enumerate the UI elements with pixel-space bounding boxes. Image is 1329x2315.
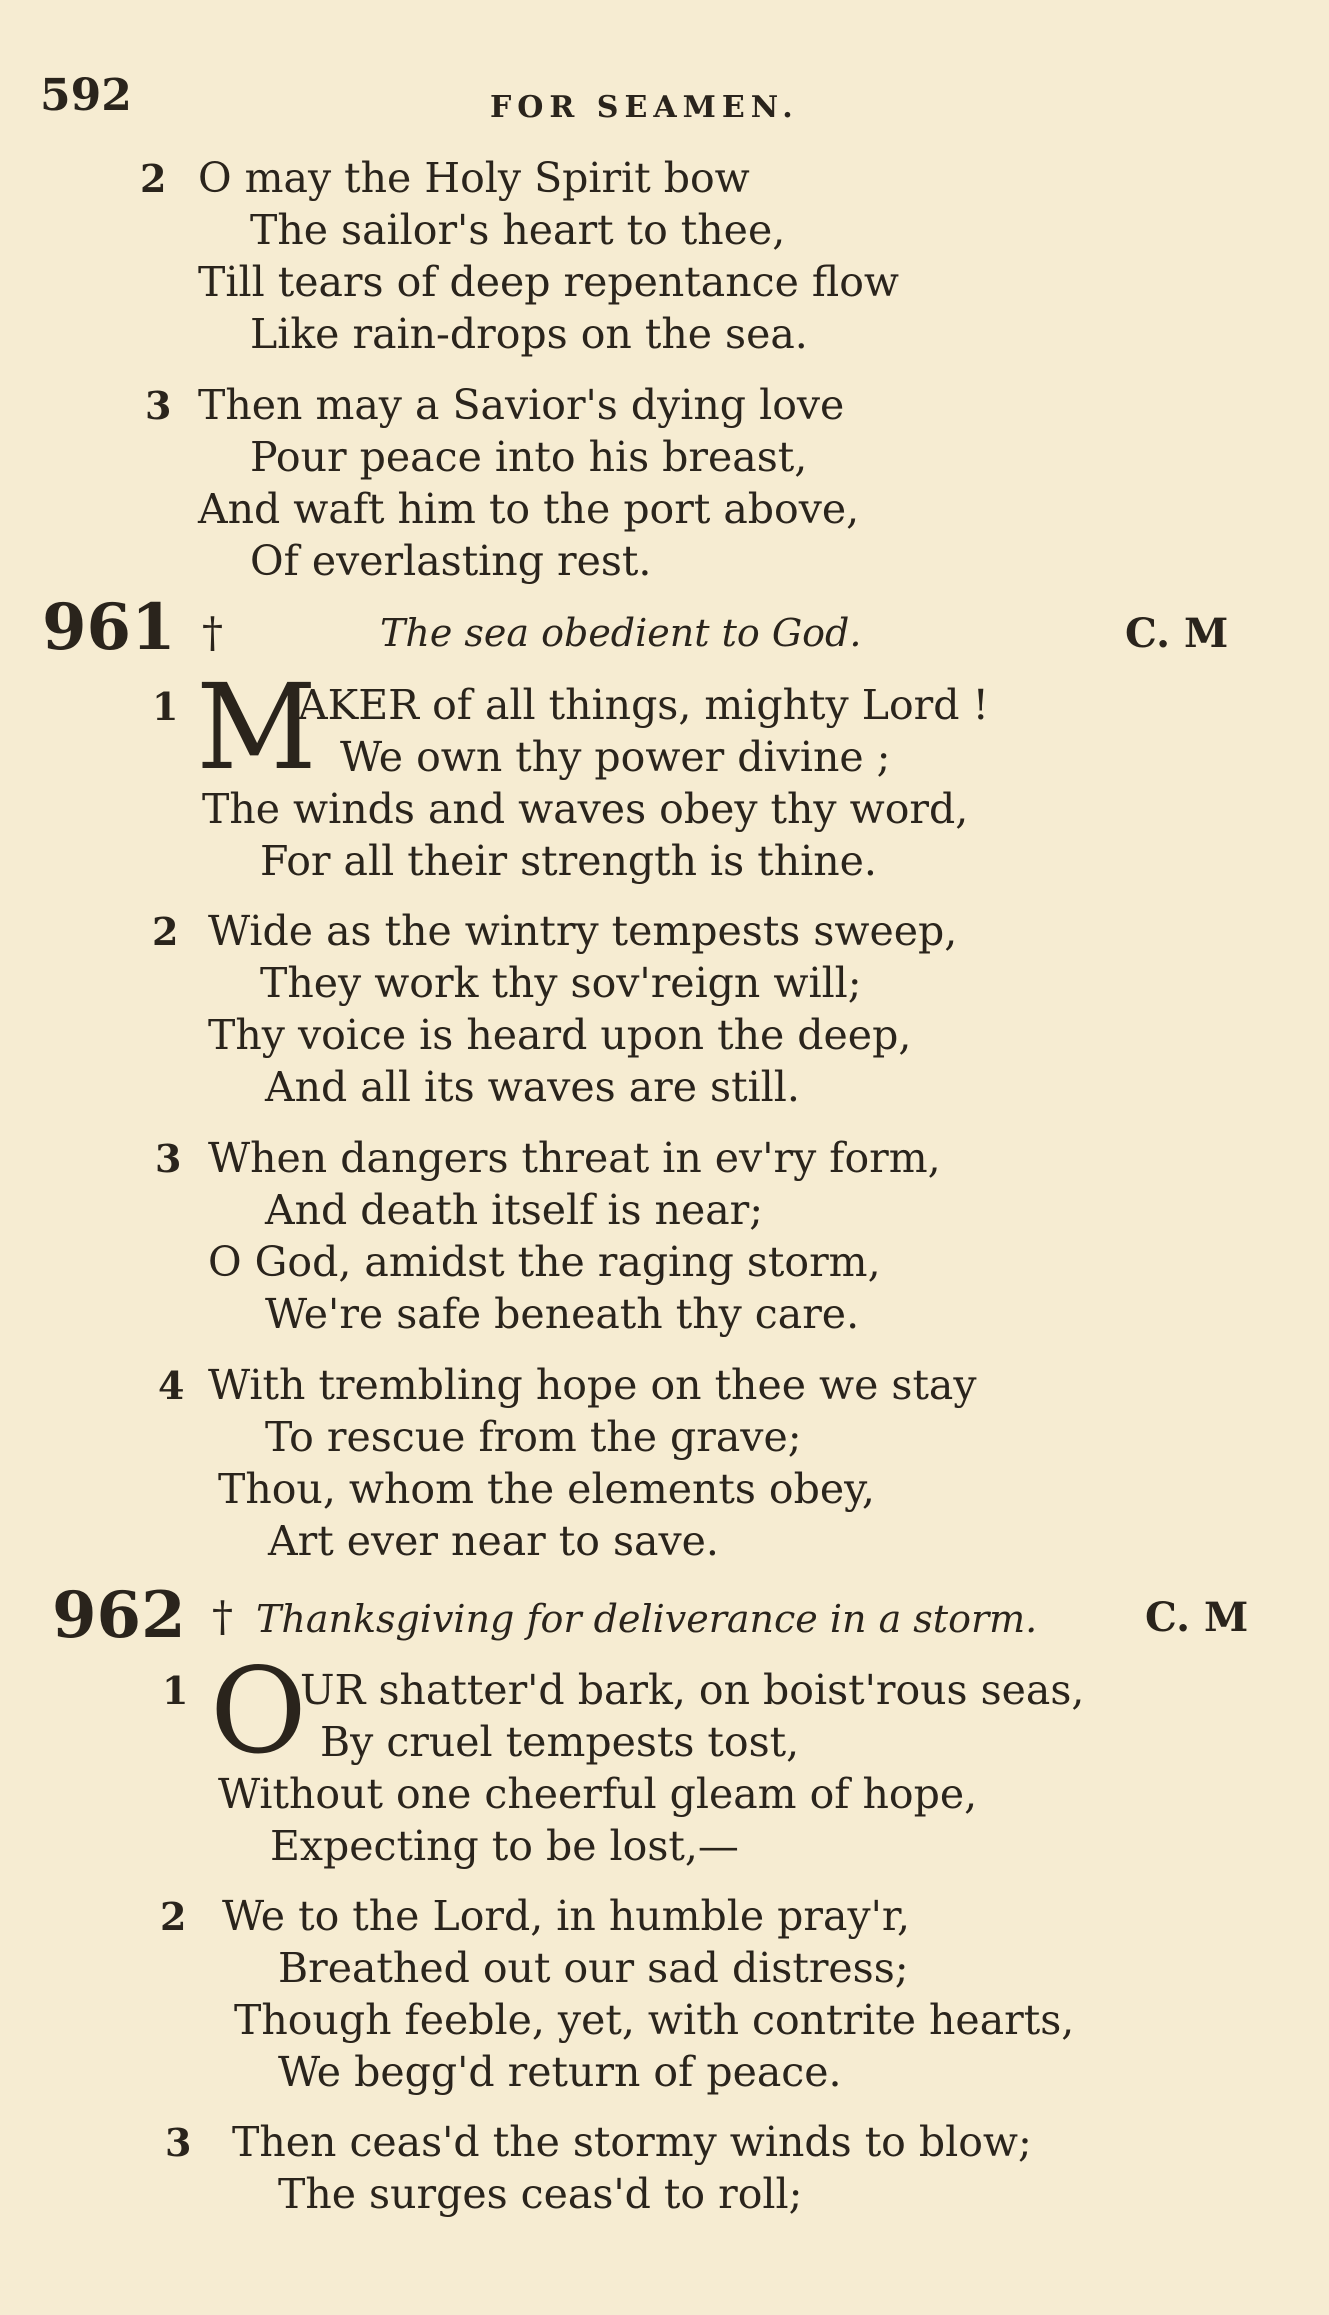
verse-line: Till tears of deep repentance flow <box>198 258 900 306</box>
verse-line: We to the Lord, in humble pray'r, <box>222 1892 911 1940</box>
verse-line: UR shatter'd bark, on boist'rous seas, <box>300 1666 1085 1714</box>
verse-line: Art ever near to save. <box>268 1517 719 1565</box>
hymn-number: 962 <box>52 1578 186 1653</box>
hymn-meter: C. M <box>1125 610 1229 657</box>
verse-number: 2 <box>152 909 179 954</box>
verse-line: O may the Holy Spirit bow <box>198 154 750 202</box>
verse-line: Thy voice is heard upon the deep, <box>208 1011 912 1059</box>
drop-cap: O <box>210 1642 307 1780</box>
verse-line: To rescue from the grave; <box>265 1413 802 1461</box>
verse-line: O God, amidst the raging storm, <box>208 1238 881 1286</box>
dagger-mark: † <box>212 1592 233 1641</box>
hymn-title: The sea obedient to God. <box>380 611 862 655</box>
verse-number: 1 <box>152 684 179 729</box>
verse-line: Breathed out our sad distress; <box>278 1944 909 1992</box>
verse-line: Then ceas'd the stormy winds to blow; <box>232 2118 1032 2166</box>
verse-line: By cruel tempests tost, <box>320 1718 800 1766</box>
verse-line: The surges ceas'd to roll; <box>278 2170 803 2218</box>
verse-line: And waft him to the port above, <box>198 485 860 533</box>
page-header <box>40 70 1280 130</box>
verse-line: We're safe beneath thy care. <box>265 1290 860 1338</box>
dagger-mark: † <box>202 608 223 657</box>
running-head: FOR SEAMEN. <box>490 90 799 125</box>
verse-number: 2 <box>160 1894 187 1939</box>
verse-line: The sailor's heart to thee, <box>250 206 786 254</box>
verse-line: We own thy power divine ; <box>340 733 891 781</box>
verse-line: Expecting to be lost,— <box>270 1822 739 1870</box>
verse-line: For all their strength is thine. <box>260 837 877 885</box>
verse-number: 3 <box>145 383 172 428</box>
verse-line: Of everlasting rest. <box>250 537 652 585</box>
verse-line: We begg'd return of peace. <box>278 2048 842 2096</box>
verse-number: 3 <box>155 1136 182 1181</box>
verse-number: 4 <box>158 1363 185 1408</box>
verse-line: When dangers threat in ev'ry form, <box>208 1134 941 1182</box>
verse-number: 3 <box>165 2120 192 2165</box>
verse-line: And all its waves are still. <box>265 1063 800 1111</box>
verse-line: They work thy sov'reign will; <box>260 959 862 1007</box>
verse-number: 1 <box>162 1668 189 1713</box>
verse-line: And death itself is near; <box>265 1186 764 1234</box>
verse-line: AKER of all things, mighty Lord ! <box>298 681 989 729</box>
drop-cap: M <box>196 658 317 796</box>
hymn-number: 961 <box>42 590 176 665</box>
hymn-title: Thanksgiving for deliverance in a storm. <box>256 1597 1038 1641</box>
verse-line: Without one cheerful gleam of hope, <box>218 1770 978 1818</box>
verse-line: Thou, whom the elements obey, <box>218 1465 875 1513</box>
verse-line: Pour peace into his breast, <box>250 433 808 481</box>
verse-line: Wide as the wintry tempests sweep, <box>208 907 958 955</box>
page-number: 592 <box>40 70 132 121</box>
verse-number: 2 <box>140 156 167 201</box>
verse-line: The winds and waves obey thy word, <box>202 785 969 833</box>
verse-line: Then may a Savior's dying love <box>198 381 845 429</box>
verse-line: Though feeble, yet, with contrite hearts, <box>234 1996 1075 2044</box>
verse-line: With trembling hope on thee we stay <box>208 1361 977 1409</box>
hymn-meter: C. M <box>1145 1594 1249 1641</box>
verse-line: Like rain-drops on the sea. <box>250 310 808 358</box>
